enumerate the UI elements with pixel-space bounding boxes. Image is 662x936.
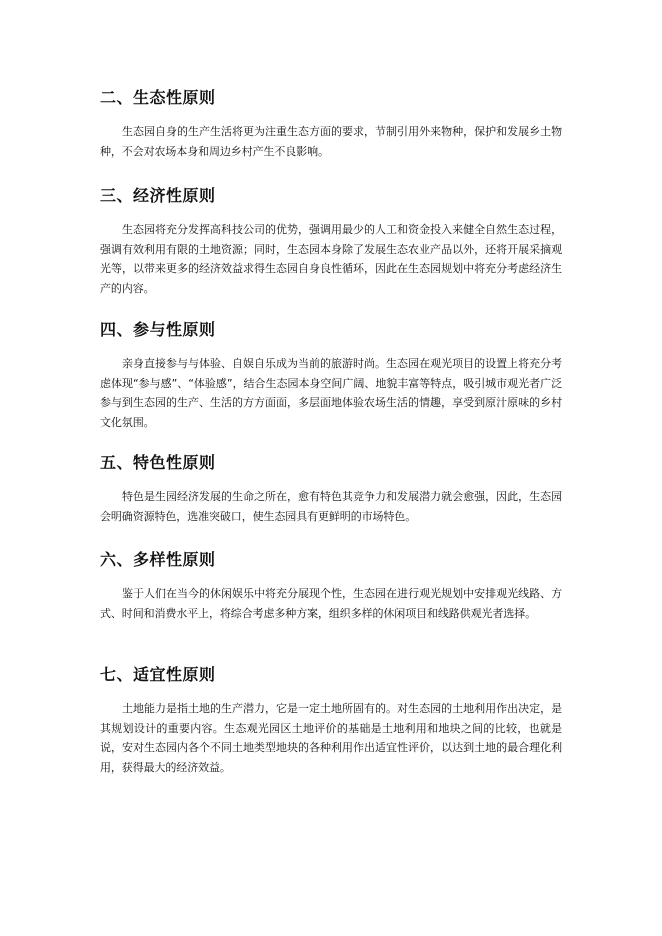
section-paragraph: 特色是生园经济发展的生命之所在，愈有特色其竞争力和发展潜力就会愈强，因此，生态园会明确资源特色，选准突破口，使生态园具有更鲜明的市场特色。 (100, 490, 562, 523)
section-distinctive-principle (100, 453, 562, 526)
section-suitability-principle (100, 665, 562, 777)
section-paragraph: 亲身直接参与与体验、自娱自乐成为当前的旅游时尚。生态园在观光项目的设置上将充分考虑体现“参与感”、“体验感”，结合生态园本身空间广阔、地貌丰富等特点，吸引城市观光者广泛参与到生态园的生产、生活的方方面面，多层面地体验农场生活的情趣，享受到原汁原味的乡村文化氛围。 (100, 357, 562, 429)
section-paragraph: 生态园自身的生产生活将更为注重生态方面的要求，节制引用外来物种，保护和发展乡土物种，不会对农场本身和周边乡村产生不良影响。 (100, 125, 562, 158)
section-diversity-principle (100, 550, 562, 623)
section-heading: 三、经济性原则 (100, 186, 216, 205)
section-participation-principle (100, 320, 562, 432)
section-economic-principle (100, 186, 562, 298)
section-heading: 六、多样性原则 (100, 550, 216, 569)
section-paragraph: 生态园将充分发挥高科技公司的优势，强调用最少的人工和资金投入来健全自然生态过程，强调有效利用有限的土地资源；同时，生态园本身除了发展生态农业产品以外，还将开展采摘观光等，以带来更多的经济效益求得生态园自身良性循环，因此在生态园规划中将充分考虑经济生产的内容。 (100, 223, 562, 295)
section-heading: 五、特色性原则 (100, 453, 216, 472)
section-paragraph: 土地能力是指土地的生产潜力，它是一定土地所固有的。对生态园的土地利用作出决定，是其规划设计的重要内容。生态观光园区土地评价的基础是土地利用和地块之间的比较，也就是说，安对生态园内各个不同土地类型地块的各种利用作出适宜性评价，以达到土地的最合理化利用，获得最大的经济效益。 (100, 702, 562, 774)
section-heading: 七、适宜性原则 (100, 665, 216, 684)
section-ecological-principle (100, 88, 562, 161)
section-paragraph: 鉴于人们在当今的休闲娱乐中将充分展现个性，生态园在进行观光规划中安排观光线路、方式、时间和消费水平上，将综合考虑多种方案，组织多样的休闲项目和线路供观光者选择。 (100, 587, 562, 620)
section-heading: 二、生态性原则 (100, 88, 216, 107)
section-heading: 四、参与性原则 (100, 320, 216, 339)
